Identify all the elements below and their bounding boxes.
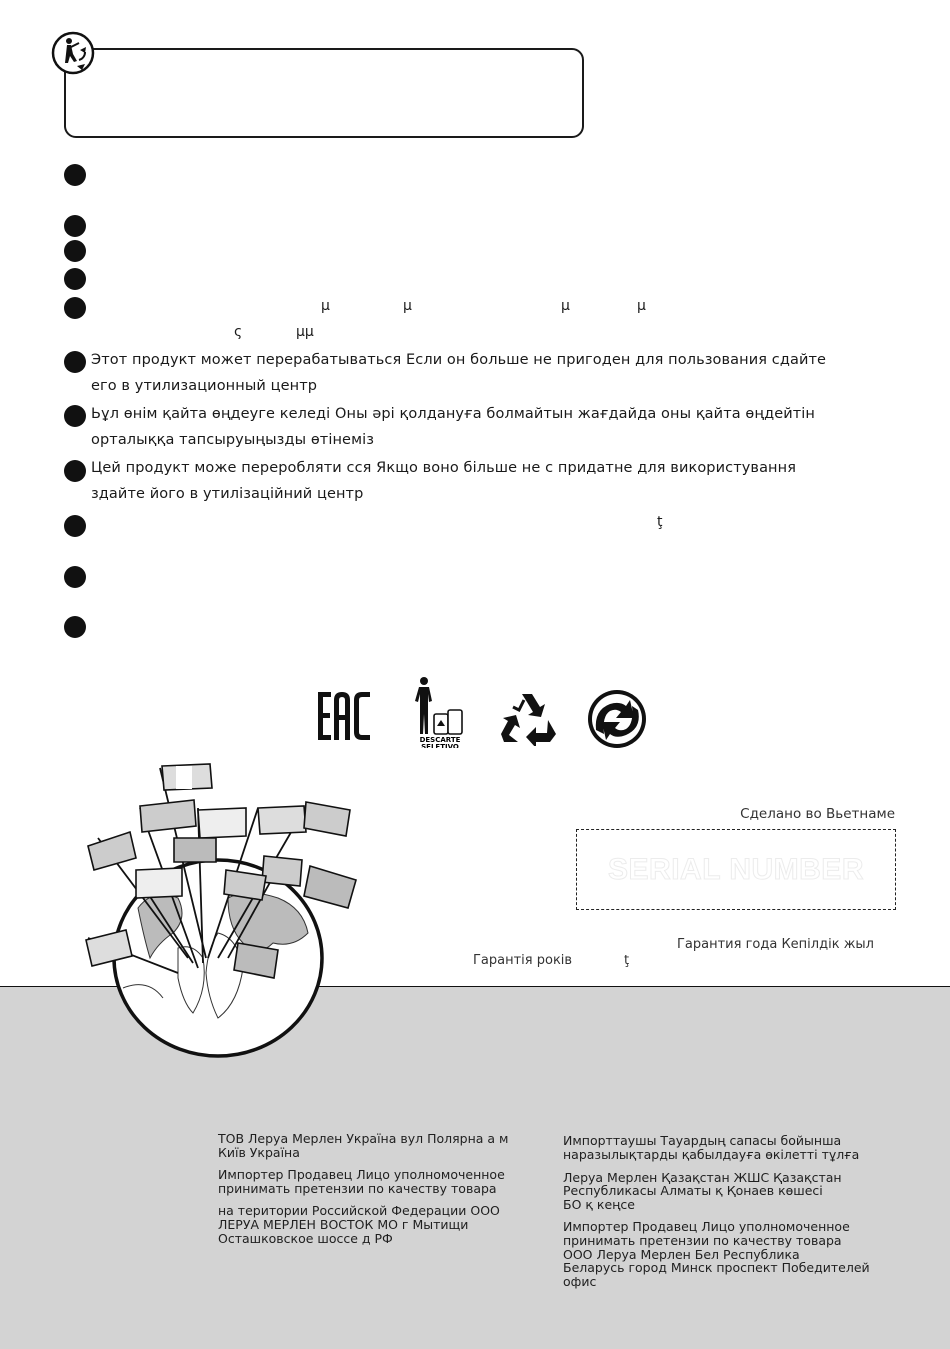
bullet-dot	[64, 297, 86, 319]
recycle-text-ru-line2: его в утилизационный центр	[91, 378, 318, 394]
bullet-dot	[64, 215, 86, 237]
stray-glyph: μ	[403, 298, 412, 314]
address-ru-line5: Осташковское шоссе д РФ	[218, 1231, 393, 1246]
address-kz-line3: Леруа Мерлен Қазақстан ЖШС Қазақстан	[563, 1170, 842, 1185]
address-ru-line2: принимать претензии по качеству товара	[218, 1181, 497, 1196]
warranty-ru-kz: Гарантия года Кепілдік жыл	[677, 937, 874, 952]
tidyman-recycle-icon	[50, 30, 96, 76]
address-ru-line3: на територии Российской Федерации ООО	[218, 1203, 500, 1218]
title-box	[64, 48, 584, 138]
warranty-mark: ţ	[624, 953, 630, 968]
address-by-line3: ООО Леруа Мерлен Бел Республика	[563, 1247, 800, 1262]
address-ru-line4: ЛЕРУА МЕРЛЕН ВОСТОК МО г Мытищи	[218, 1217, 469, 1232]
bullet-dot	[64, 515, 86, 537]
stray-glyph: ς	[234, 324, 243, 340]
address-ua-line1: ТОВ Леруа Мерлен Україна вул Полярна а м	[218, 1131, 509, 1146]
bullet-dot	[64, 351, 86, 373]
warranty-ua: Гарантія років	[473, 953, 573, 968]
globe-flags-illustration	[78, 758, 368, 1058]
bullet-dot	[64, 616, 86, 638]
address-ru-line1: Импортер Продавец Лицо уполномоченное	[218, 1167, 505, 1182]
recycle-text-ru-line1: Этот продукт может перерабатываться Если он больше не пригоден для пользования сдайте	[91, 352, 827, 368]
made-in-label: Сделано во Вьетнаме	[740, 806, 895, 822]
bullet-dot	[64, 240, 86, 262]
bullet-dot	[64, 460, 86, 482]
descarte-seletivo-logo	[412, 676, 468, 748]
stray-glyph: ţ	[657, 514, 663, 530]
stray-glyph: μ	[637, 298, 646, 314]
recycle-text-ua-line2: здайте його в утилізаційний центр	[91, 486, 364, 502]
address-kz-line2: наразылықтарды қабылдауға өкілетті тұлға	[563, 1147, 860, 1162]
address-by-line1: Импортер Продавец Лицо уполномоченное	[563, 1219, 850, 1234]
stray-glyph: μμ	[296, 324, 314, 340]
address-kz-line5: БО қ кеңсе	[563, 1197, 635, 1212]
bullet-dot	[64, 566, 86, 588]
bullet-dot	[64, 268, 86, 290]
serial-number-box	[576, 829, 896, 910]
stray-glyph: μ	[561, 298, 570, 314]
recycle-text-kz-line1: Ьұл өнім қайта өңдеуге келеді Оны әрі қолдануға болмайтын жағдайда оны қайта өңдейтін	[91, 406, 816, 422]
address-by-line4: Беларусь город Минск проспект Победителей	[563, 1260, 870, 1275]
eac-logo	[316, 690, 372, 742]
svg-text:DESCARTE: DESCARTE	[419, 736, 461, 744]
bullet-dot	[64, 405, 86, 427]
address-by-line5: офис	[563, 1274, 597, 1289]
address-kz-line4: Республикасы Алматы қ Қонаев көшесі	[563, 1183, 823, 1198]
recycle-text-kz-line2: орталыққа тапсыруыңызды өтінеміз	[91, 432, 375, 448]
recycle-text-ua-line1: Цей продукт може переробляти сся Якщо воно більше не с придатне для використування	[91, 460, 797, 476]
address-by-line2: принимать претензии по качеству товара	[563, 1233, 842, 1248]
stray-glyph: μ	[321, 298, 330, 314]
svg-text:SELETIVO: SELETIVO	[421, 743, 459, 748]
address-kz-line1: Импорттаушы Тауардың сапасы бойынша	[563, 1133, 842, 1148]
bullet-dot	[64, 164, 86, 186]
serial-number-placeholder: SERIAL NUMBER	[608, 853, 864, 886]
green-dot-icon	[586, 688, 648, 750]
recycling-symbol-icon	[500, 690, 560, 746]
address-ua-line2: Київ Україна	[218, 1145, 300, 1160]
